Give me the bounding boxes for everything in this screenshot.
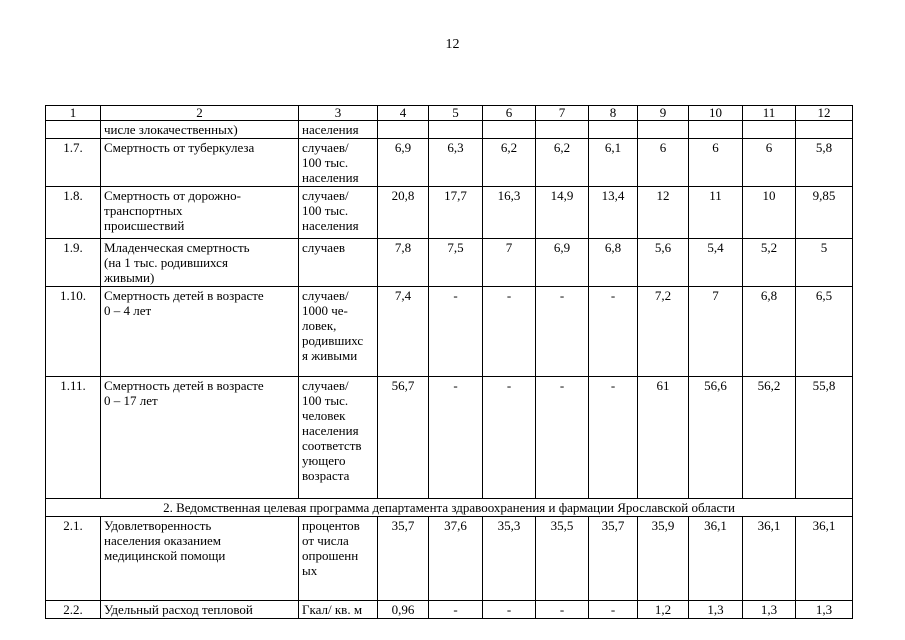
unit-cell: случаев/ 100 тыс. населения bbox=[299, 139, 378, 187]
row-number-cell: 2.1. bbox=[46, 517, 101, 601]
value-cell: - bbox=[483, 377, 536, 499]
unit-cell: Гкал/ кв. м bbox=[299, 601, 378, 619]
unit-cell: случаев/ 100 тыс. населения bbox=[299, 187, 378, 239]
header-cell: 12 bbox=[796, 106, 853, 121]
value-cell: 6,5 bbox=[796, 287, 853, 377]
value-cell: 12 bbox=[638, 187, 689, 239]
value-cell: - bbox=[429, 377, 483, 499]
value-cell: 7,4 bbox=[378, 287, 429, 377]
row-number-cell: 1.10. bbox=[46, 287, 101, 377]
value-cell bbox=[689, 121, 743, 139]
unit-cell: населения bbox=[299, 121, 378, 139]
value-cell: - bbox=[429, 601, 483, 619]
header-cell: 1 bbox=[46, 106, 101, 121]
value-cell bbox=[638, 121, 689, 139]
value-cell: 6,9 bbox=[536, 239, 589, 287]
value-cell: 56,7 bbox=[378, 377, 429, 499]
value-cell: 37,6 bbox=[429, 517, 483, 601]
table-row bbox=[46, 377, 853, 499]
value-cell: - bbox=[536, 287, 589, 377]
table-row bbox=[46, 239, 853, 287]
value-cell: 7,2 bbox=[638, 287, 689, 377]
value-cell: 6,9 bbox=[378, 139, 429, 187]
value-cell: 0,96 bbox=[378, 601, 429, 619]
value-cell: 6,8 bbox=[743, 287, 796, 377]
value-cell: 1,3 bbox=[743, 601, 796, 619]
unit-cell: случаев/ 1000 че- ловек, родившихс я живыми bbox=[299, 287, 378, 377]
value-cell: 5,6 bbox=[638, 239, 689, 287]
value-cell: - bbox=[589, 377, 638, 499]
value-cell bbox=[483, 121, 536, 139]
value-cell: 7 bbox=[483, 239, 536, 287]
unit-cell: случаев/ 100 тыс. человек населения соответств ующего возраста bbox=[299, 377, 378, 499]
value-cell: 36,1 bbox=[796, 517, 853, 601]
value-cell: 56,2 bbox=[743, 377, 796, 499]
value-cell: 13,4 bbox=[589, 187, 638, 239]
indicator-name-cell: Удовлетворенность населения оказанием медицинской помощи bbox=[101, 517, 299, 601]
value-cell bbox=[378, 121, 429, 139]
header-row bbox=[46, 106, 853, 121]
value-cell bbox=[743, 121, 796, 139]
header-cell: 7 bbox=[536, 106, 589, 121]
value-cell: 16,3 bbox=[483, 187, 536, 239]
value-cell: 17,7 bbox=[429, 187, 483, 239]
value-cell: - bbox=[536, 601, 589, 619]
header-cell: 10 bbox=[689, 106, 743, 121]
value-cell: 6,1 bbox=[589, 139, 638, 187]
value-cell: 5 bbox=[796, 239, 853, 287]
table-row bbox=[46, 517, 853, 601]
value-cell: 1,2 bbox=[638, 601, 689, 619]
indicator-name-cell: Смертность от дорожно- транспортных происшествий bbox=[101, 187, 299, 239]
value-cell: 5,8 bbox=[796, 139, 853, 187]
value-cell: 61 bbox=[638, 377, 689, 499]
value-cell: - bbox=[589, 287, 638, 377]
value-cell bbox=[589, 121, 638, 139]
table-row bbox=[46, 187, 853, 239]
table-row bbox=[46, 287, 853, 377]
value-cell: 36,1 bbox=[689, 517, 743, 601]
section-title: 2. Ведомственная целевая программа департамента здравоохранения и фармации Ярославской области bbox=[46, 499, 853, 517]
unit-cell: случаев bbox=[299, 239, 378, 287]
value-cell: 35,9 bbox=[638, 517, 689, 601]
header-cell: 2 bbox=[101, 106, 299, 121]
value-cell: 5,2 bbox=[743, 239, 796, 287]
row-number-cell bbox=[46, 121, 101, 139]
value-cell: 35,5 bbox=[536, 517, 589, 601]
unit-cell: процентов от числа опрошенн ых bbox=[299, 517, 378, 601]
value-cell: 6,3 bbox=[429, 139, 483, 187]
row-number-cell: 1.7. bbox=[46, 139, 101, 187]
header-cell: 11 bbox=[743, 106, 796, 121]
section-row bbox=[46, 499, 853, 517]
value-cell: 7 bbox=[689, 287, 743, 377]
page-number: 12 bbox=[445, 37, 460, 52]
value-cell: 9,85 bbox=[796, 187, 853, 239]
value-cell bbox=[796, 121, 853, 139]
table-row bbox=[46, 139, 853, 187]
value-cell: - bbox=[483, 601, 536, 619]
row-number-cell: 1.9. bbox=[46, 239, 101, 287]
value-cell: 35,3 bbox=[483, 517, 536, 601]
value-cell: 6,2 bbox=[536, 139, 589, 187]
value-cell: 55,8 bbox=[796, 377, 853, 499]
value-cell: - bbox=[589, 601, 638, 619]
table-row bbox=[46, 121, 853, 139]
value-cell: 7,5 bbox=[429, 239, 483, 287]
value-cell: 1,3 bbox=[796, 601, 853, 619]
header-cell: 3 bbox=[299, 106, 378, 121]
indicator-name-cell: Смертность от туберкулеза bbox=[101, 139, 299, 187]
value-cell: - bbox=[483, 287, 536, 377]
header-cell: 5 bbox=[429, 106, 483, 121]
indicator-name-cell: Удельный расход тепловой bbox=[101, 601, 299, 619]
value-cell: 6 bbox=[638, 139, 689, 187]
value-cell: 6 bbox=[689, 139, 743, 187]
value-cell: 11 bbox=[689, 187, 743, 239]
header-cell: 6 bbox=[483, 106, 536, 121]
indicator-name-cell: числе злокачественных) bbox=[101, 121, 299, 139]
value-cell: 35,7 bbox=[378, 517, 429, 601]
value-cell: - bbox=[429, 287, 483, 377]
row-number-cell: 2.2. bbox=[46, 601, 101, 619]
indicator-name-cell: Смертность детей в возрасте 0 – 17 лет bbox=[101, 377, 299, 499]
value-cell bbox=[429, 121, 483, 139]
value-cell: 6 bbox=[743, 139, 796, 187]
indicator-name-cell: Младенческая смертность (на 1 тыс. родившихся живыми) bbox=[101, 239, 299, 287]
value-cell: 36,1 bbox=[743, 517, 796, 601]
value-cell: 7,8 bbox=[378, 239, 429, 287]
header-cell: 4 bbox=[378, 106, 429, 121]
value-cell: 6,2 bbox=[483, 139, 536, 187]
value-cell: 56,6 bbox=[689, 377, 743, 499]
value-cell: 10 bbox=[743, 187, 796, 239]
value-cell: 6,8 bbox=[589, 239, 638, 287]
value-cell: - bbox=[536, 377, 589, 499]
value-cell: 1,3 bbox=[689, 601, 743, 619]
table-row bbox=[46, 601, 853, 619]
header-cell: 8 bbox=[589, 106, 638, 121]
value-cell bbox=[536, 121, 589, 139]
value-cell: 20,8 bbox=[378, 187, 429, 239]
indicators-table bbox=[45, 105, 853, 619]
value-cell: 14,9 bbox=[536, 187, 589, 239]
row-number-cell: 1.11. bbox=[46, 377, 101, 499]
header-cell: 9 bbox=[638, 106, 689, 121]
value-cell: 35,7 bbox=[589, 517, 638, 601]
indicator-name-cell: Смертность детей в возрасте 0 – 4 лет bbox=[101, 287, 299, 377]
value-cell: 5,4 bbox=[689, 239, 743, 287]
row-number-cell: 1.8. bbox=[46, 187, 101, 239]
